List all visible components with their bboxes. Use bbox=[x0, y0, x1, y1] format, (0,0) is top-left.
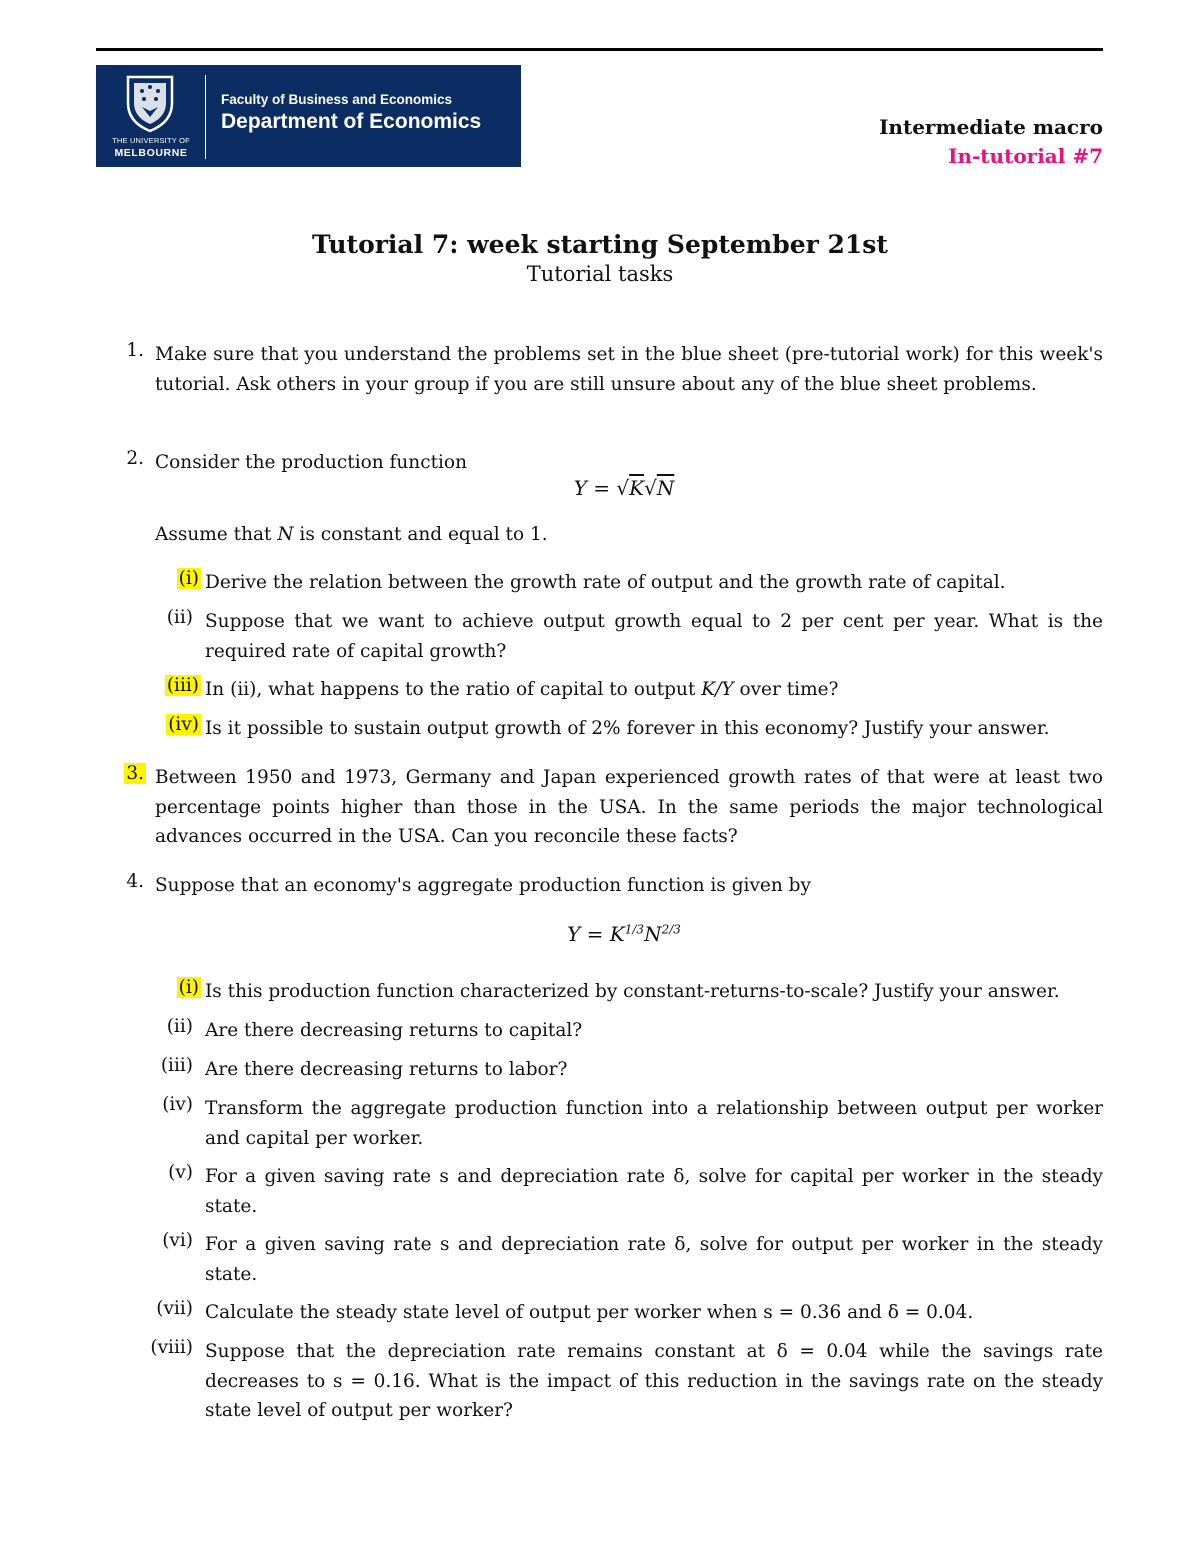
q4-iv-text: Transform the aggregate production function into a relationship between output per worker and capital per worker. bbox=[205, 1098, 1103, 1149]
q2-iii-var: K/Y bbox=[701, 679, 734, 700]
q2-iv-text: Is it possible to sustain output growth of 2% forever in this economy? Justify your answer. bbox=[205, 718, 1050, 739]
q4-vi-text: For a given saving rate s and depreciation rate δ, solve for output per worker in the steady state. bbox=[205, 1234, 1103, 1285]
q4-i-label bbox=[143, 977, 199, 998]
q4-eq-k: K bbox=[609, 922, 625, 946]
q1-text: Make sure that you understand the problems set in the blue sheet (pre-tutorial work) for this week's tutorial. Ask others in your group if you are still unsure about any of the blue sheet problems. bbox=[155, 344, 1103, 395]
q4-vii-text: Calculate the steady state level of output per worker when s = 0.36 and δ = 0.04. bbox=[205, 1302, 974, 1323]
page-subtitle: Tutorial tasks bbox=[526, 262, 674, 286]
q2-iii-text bbox=[205, 675, 1103, 705]
q2-assume-pre: Assume that bbox=[155, 524, 272, 545]
q2-iii-pre: In (ii), what happens to the ratio of capital to output bbox=[205, 679, 696, 700]
crest-area bbox=[96, 65, 206, 167]
q2-iii-post: over time? bbox=[739, 679, 839, 700]
q4-viii-text: Suppose that the depreciation rate remains constant at δ = 0.04 while the savings rate decreases to s = 0.16. What is the impact of this reduction in the savings rate on the steady state level of output per worker? bbox=[205, 1341, 1103, 1421]
q2-i-label-text: (i) bbox=[178, 568, 199, 589]
q2-iv-label bbox=[143, 714, 199, 735]
q2-i-label bbox=[143, 568, 199, 589]
crest-icon bbox=[124, 73, 176, 133]
q2-eq-n: N bbox=[656, 476, 675, 500]
logo-divider bbox=[205, 75, 206, 159]
q2-i-text: Derive the relation between the growth rate of output and the growth rate of capital. bbox=[205, 572, 1006, 593]
university-logo bbox=[96, 65, 521, 167]
university-name-line1: THE UNIVERSITY OF bbox=[112, 136, 190, 145]
q2-assume-var: N bbox=[277, 524, 294, 545]
q2-iii-label bbox=[143, 675, 199, 696]
tutorial-tag: In-tutorial #7 bbox=[948, 144, 1103, 168]
q1-number: 1. bbox=[126, 340, 144, 361]
q3-number-text: 3. bbox=[126, 763, 144, 784]
q4-viii-label: (viii) bbox=[150, 1337, 193, 1358]
q4-iii-text: Are there decreasing returns to labor? bbox=[205, 1059, 568, 1080]
q4-ii-label: (ii) bbox=[166, 1016, 193, 1037]
q4-eq-lhs: Y bbox=[567, 922, 581, 946]
q2-iii-label-text: (iii) bbox=[166, 675, 199, 696]
q2-eq-k: K bbox=[629, 476, 645, 500]
q4-i-label-text: (i) bbox=[178, 977, 199, 998]
q4-eq-n-exp: 2/3 bbox=[661, 922, 681, 937]
page-title: Tutorial 7: week starting September 21st bbox=[312, 230, 888, 259]
q3-text: Between 1950 and 1973, Germany and Japan experienced growth rates of that were at least two percentage points higher than those in the USA. In the same periods the major technological advances occurred in the USA. Can you reconcile these facts? bbox=[155, 767, 1103, 847]
department-name: Department of Economics bbox=[221, 110, 482, 133]
course-name: Intermediate macro bbox=[879, 115, 1103, 139]
q2-iv-label-text: (iv) bbox=[168, 714, 199, 735]
q4-eq-n: N bbox=[644, 922, 662, 946]
faculty-name: Faculty of Business and Economics bbox=[221, 92, 453, 107]
q2-assume-post: is constant and equal to 1. bbox=[299, 524, 548, 545]
q2-equation: Y = √K√N bbox=[573, 476, 675, 500]
q4-v-text: For a given saving rate s and depreciation rate δ, solve for capital per worker in the steady state. bbox=[205, 1166, 1103, 1217]
q4-iv-label: (iv) bbox=[162, 1094, 193, 1115]
q3-number bbox=[104, 763, 144, 784]
q4-equation: $Y = K^{1/3}N^{2/3}$ bbox=[567, 922, 681, 946]
university-name-line2: MELBOURNE bbox=[114, 147, 188, 159]
q4-eq-k-exp: 1/3 bbox=[624, 922, 645, 937]
q2-number: 2. bbox=[126, 448, 144, 469]
q2-ii-text: Suppose that we want to achieve output growth equal to 2 per cent per year. What is the required rate of capital growth? bbox=[205, 611, 1103, 662]
q4-intro: Suppose that an economy's aggregate production function is given by bbox=[155, 875, 811, 896]
q2-ii-label: (ii) bbox=[166, 607, 193, 628]
q2-eq-lhs: Y bbox=[573, 476, 587, 500]
q4-v-label: (v) bbox=[168, 1162, 193, 1183]
q4-ii-text: Are there decreasing returns to capital? bbox=[205, 1020, 583, 1041]
top-rule bbox=[96, 48, 1103, 51]
q4-vi-label: (vi) bbox=[162, 1230, 193, 1251]
q4-number: 4. bbox=[126, 871, 144, 892]
q2-intro: Consider the production function bbox=[155, 452, 467, 473]
q4-iii-label: (iii) bbox=[160, 1055, 193, 1076]
q4-i-text: Is this production function characterized by constant-returns-to-scale? Justify your answer. bbox=[205, 981, 1060, 1002]
q4-vii-label: (vii) bbox=[156, 1298, 193, 1319]
q2-assumption bbox=[155, 520, 1103, 550]
